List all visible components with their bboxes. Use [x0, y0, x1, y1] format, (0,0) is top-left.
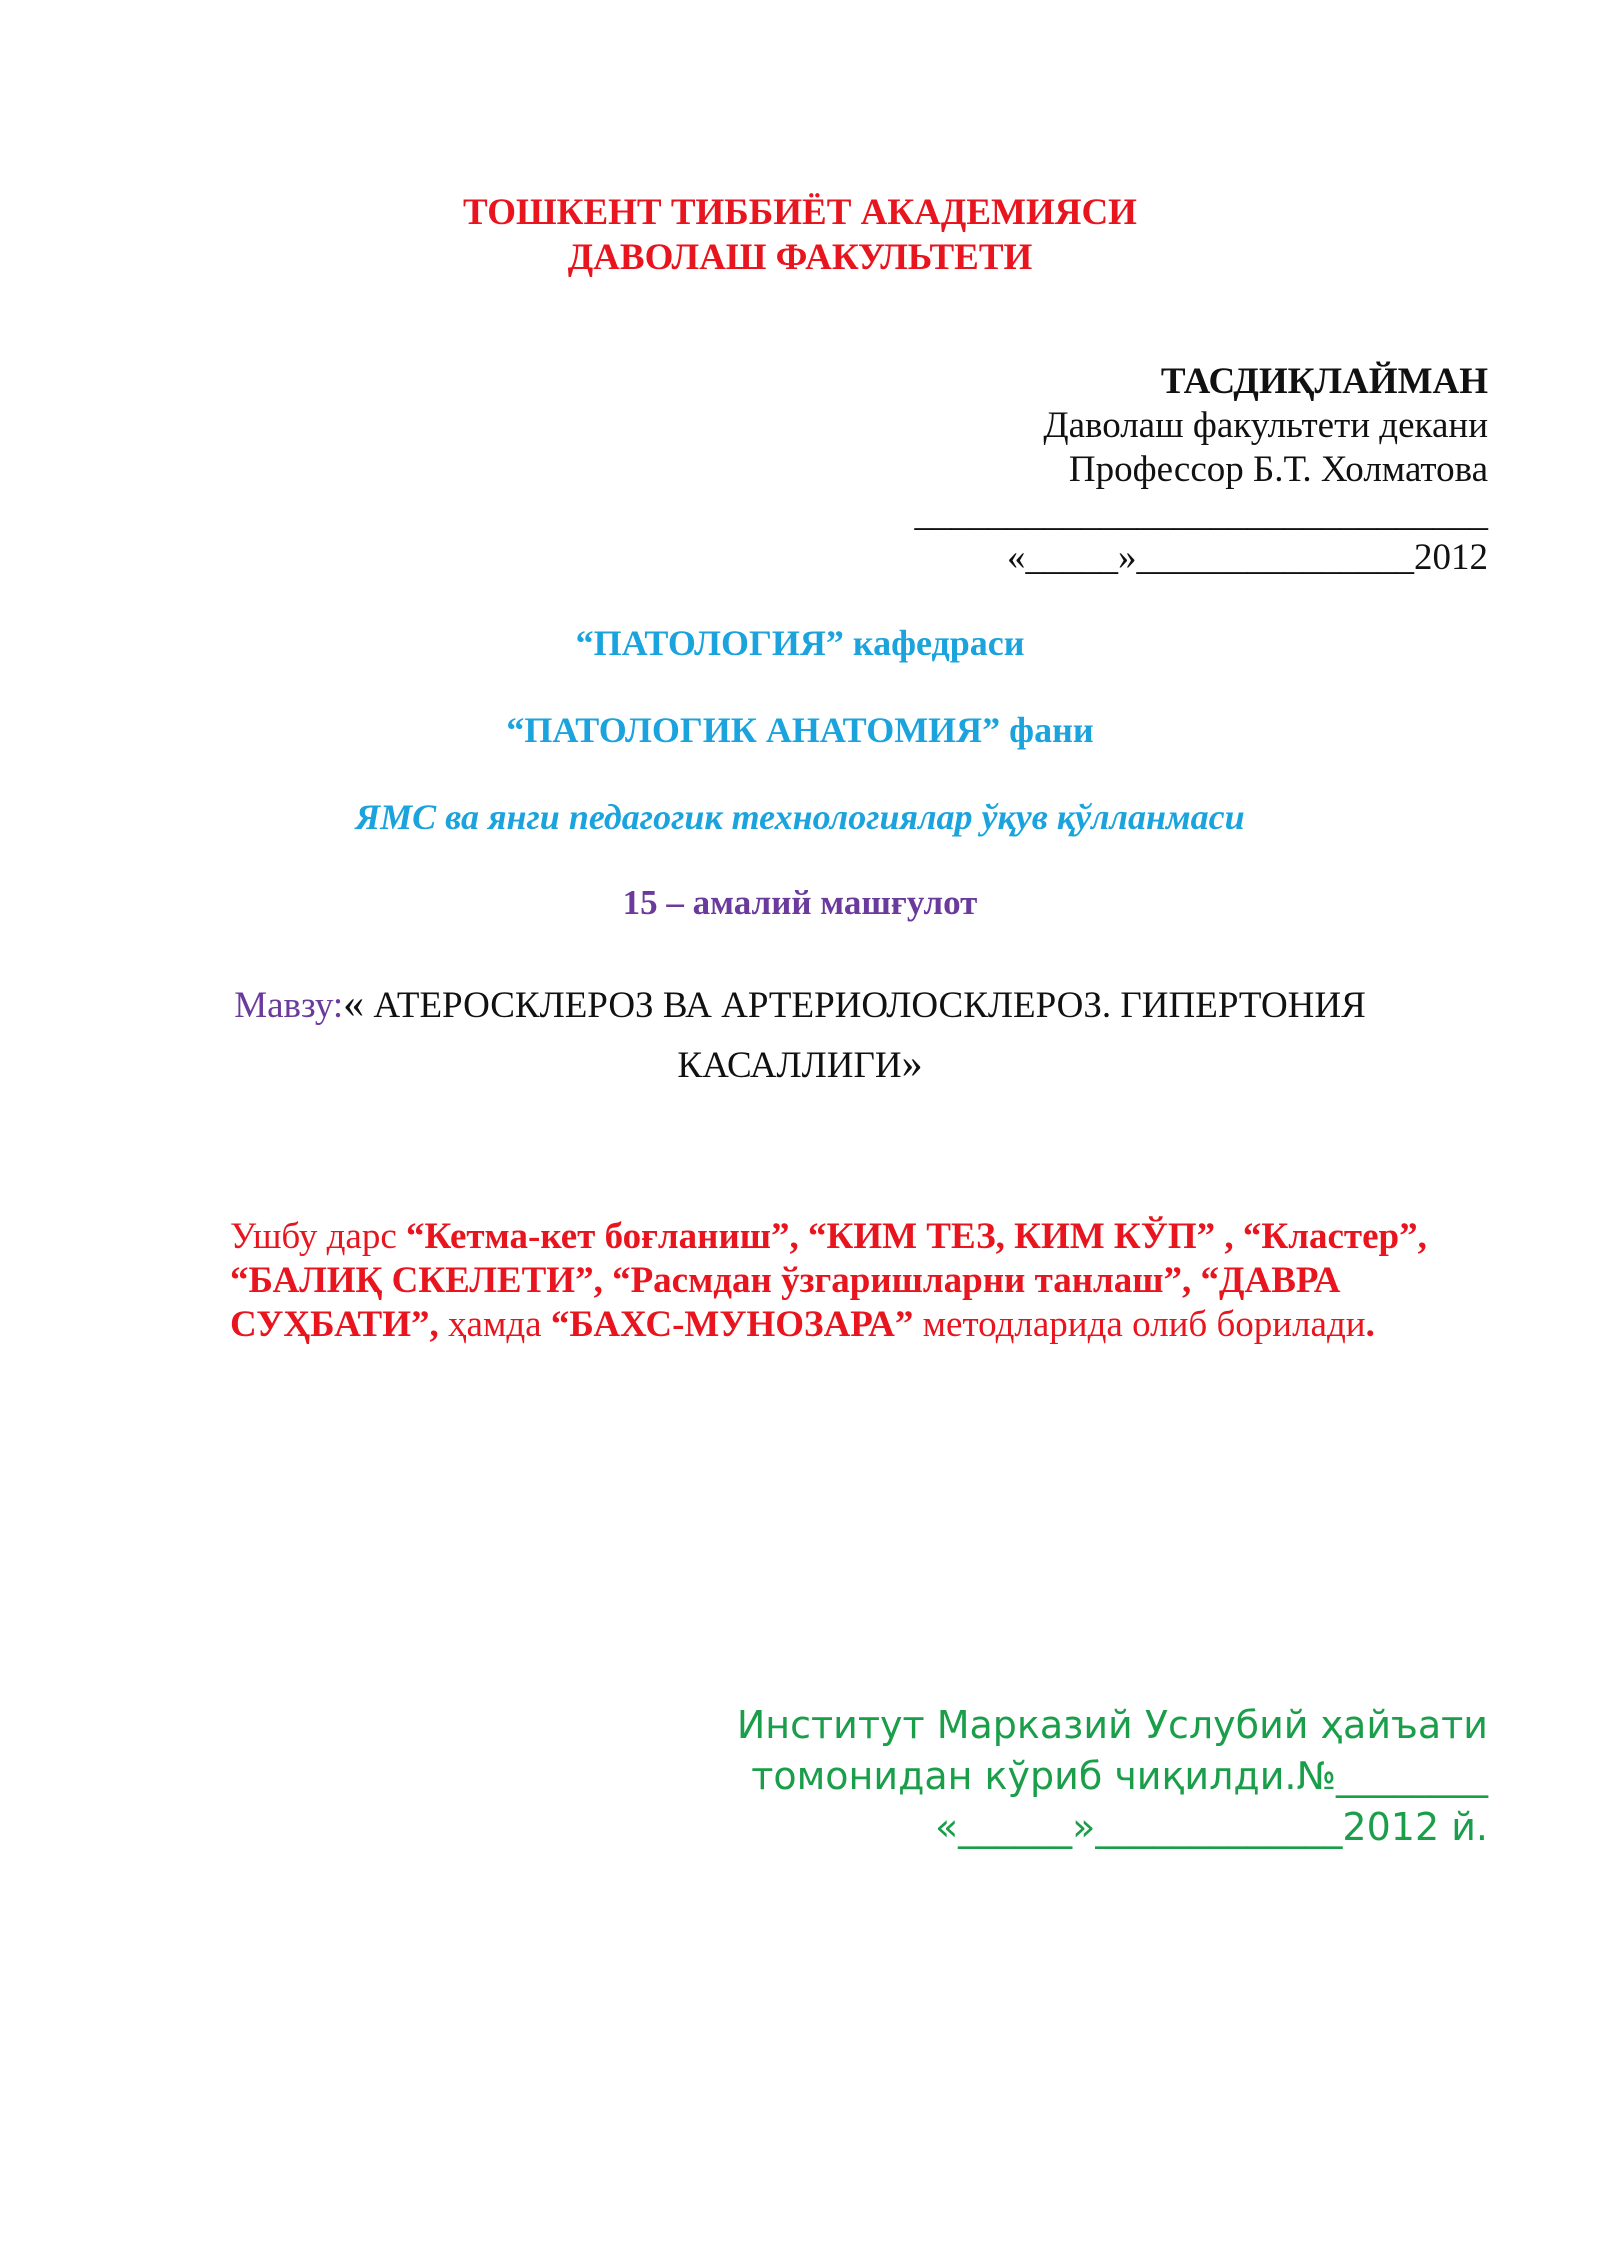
methods-last: “БАХС-МУНОЗАРА”	[550, 1304, 914, 1345]
topic-label: Мавзу:	[234, 985, 344, 1026]
methods-intro: Ушбу дарс	[230, 1216, 407, 1257]
institution-header	[0, 190, 1600, 280]
topic-block	[0, 975, 1600, 1095]
approval-title: ТАСДИҚЛАЙМАН	[1160, 361, 1488, 402]
methods-period: .	[1365, 1304, 1375, 1345]
committee-line-2: томонидан кўриб чиқилди.№________	[751, 1754, 1488, 1798]
topic-line-1	[0, 975, 1600, 1035]
institution-name: ТОШКЕНТ ТИББИЁТ АКАДЕМИЯСИ	[463, 192, 1137, 233]
approver-position: Даволаш факультети декани	[1043, 405, 1488, 446]
department-title: “ПАТОЛОГИЯ” кафедраси	[575, 623, 1025, 663]
committee-line-3: «______»_____________2012 й.	[934, 1805, 1488, 1849]
approval-date-line: «_____»_______________2012	[1007, 537, 1488, 578]
methods-middle: ҳамда	[438, 1304, 551, 1345]
committee-line-1: Институт Марказий Услубий ҳайъати	[736, 1703, 1488, 1747]
methods-list: “Кетма-кет боғланиш”, “КИМ ТЕЗ, КИМ КЎП” , “Кластер”, “БАЛИҚ СКЕЛЕТИ”, “Расмдан ўзгаришларни танлаш”, “ДАВРА СУҲБАТИ”,	[230, 1216, 1427, 1345]
committee-block	[588, 1700, 1488, 1853]
guide-title: ЯМС ва янги педагогик технологиялар ўқув қўлланмаси	[355, 797, 1245, 837]
faculty-name: ДАВОЛАШ ФАКУЛЬТЕТИ	[567, 237, 1033, 278]
topic-open-quote: «	[343, 981, 365, 1027]
topic-text-2: КАСАЛЛИГИ	[677, 1045, 902, 1086]
signature-line: _______________________________	[914, 493, 1488, 534]
subject-title: “ПАТОЛОГИК АНАТОМИЯ” фани	[506, 710, 1094, 750]
approval-block	[788, 360, 1488, 580]
methods-outro: методларида олиб борилади	[913, 1304, 1366, 1345]
topic-text-1: АТЕРОСКЛЕРОЗ ВА АРТЕРИОЛОСКЛЕРОЗ. ГИПЕРТОНИЯ	[364, 985, 1366, 1026]
topic-close-quote: »	[901, 1041, 923, 1087]
methods-paragraph	[230, 1215, 1490, 1347]
topic-line-2	[0, 1035, 1600, 1095]
lesson-number: 15 – амалий машғулот	[622, 883, 978, 922]
approver-name: Профессор Б.Т. Холматова	[1068, 449, 1488, 490]
